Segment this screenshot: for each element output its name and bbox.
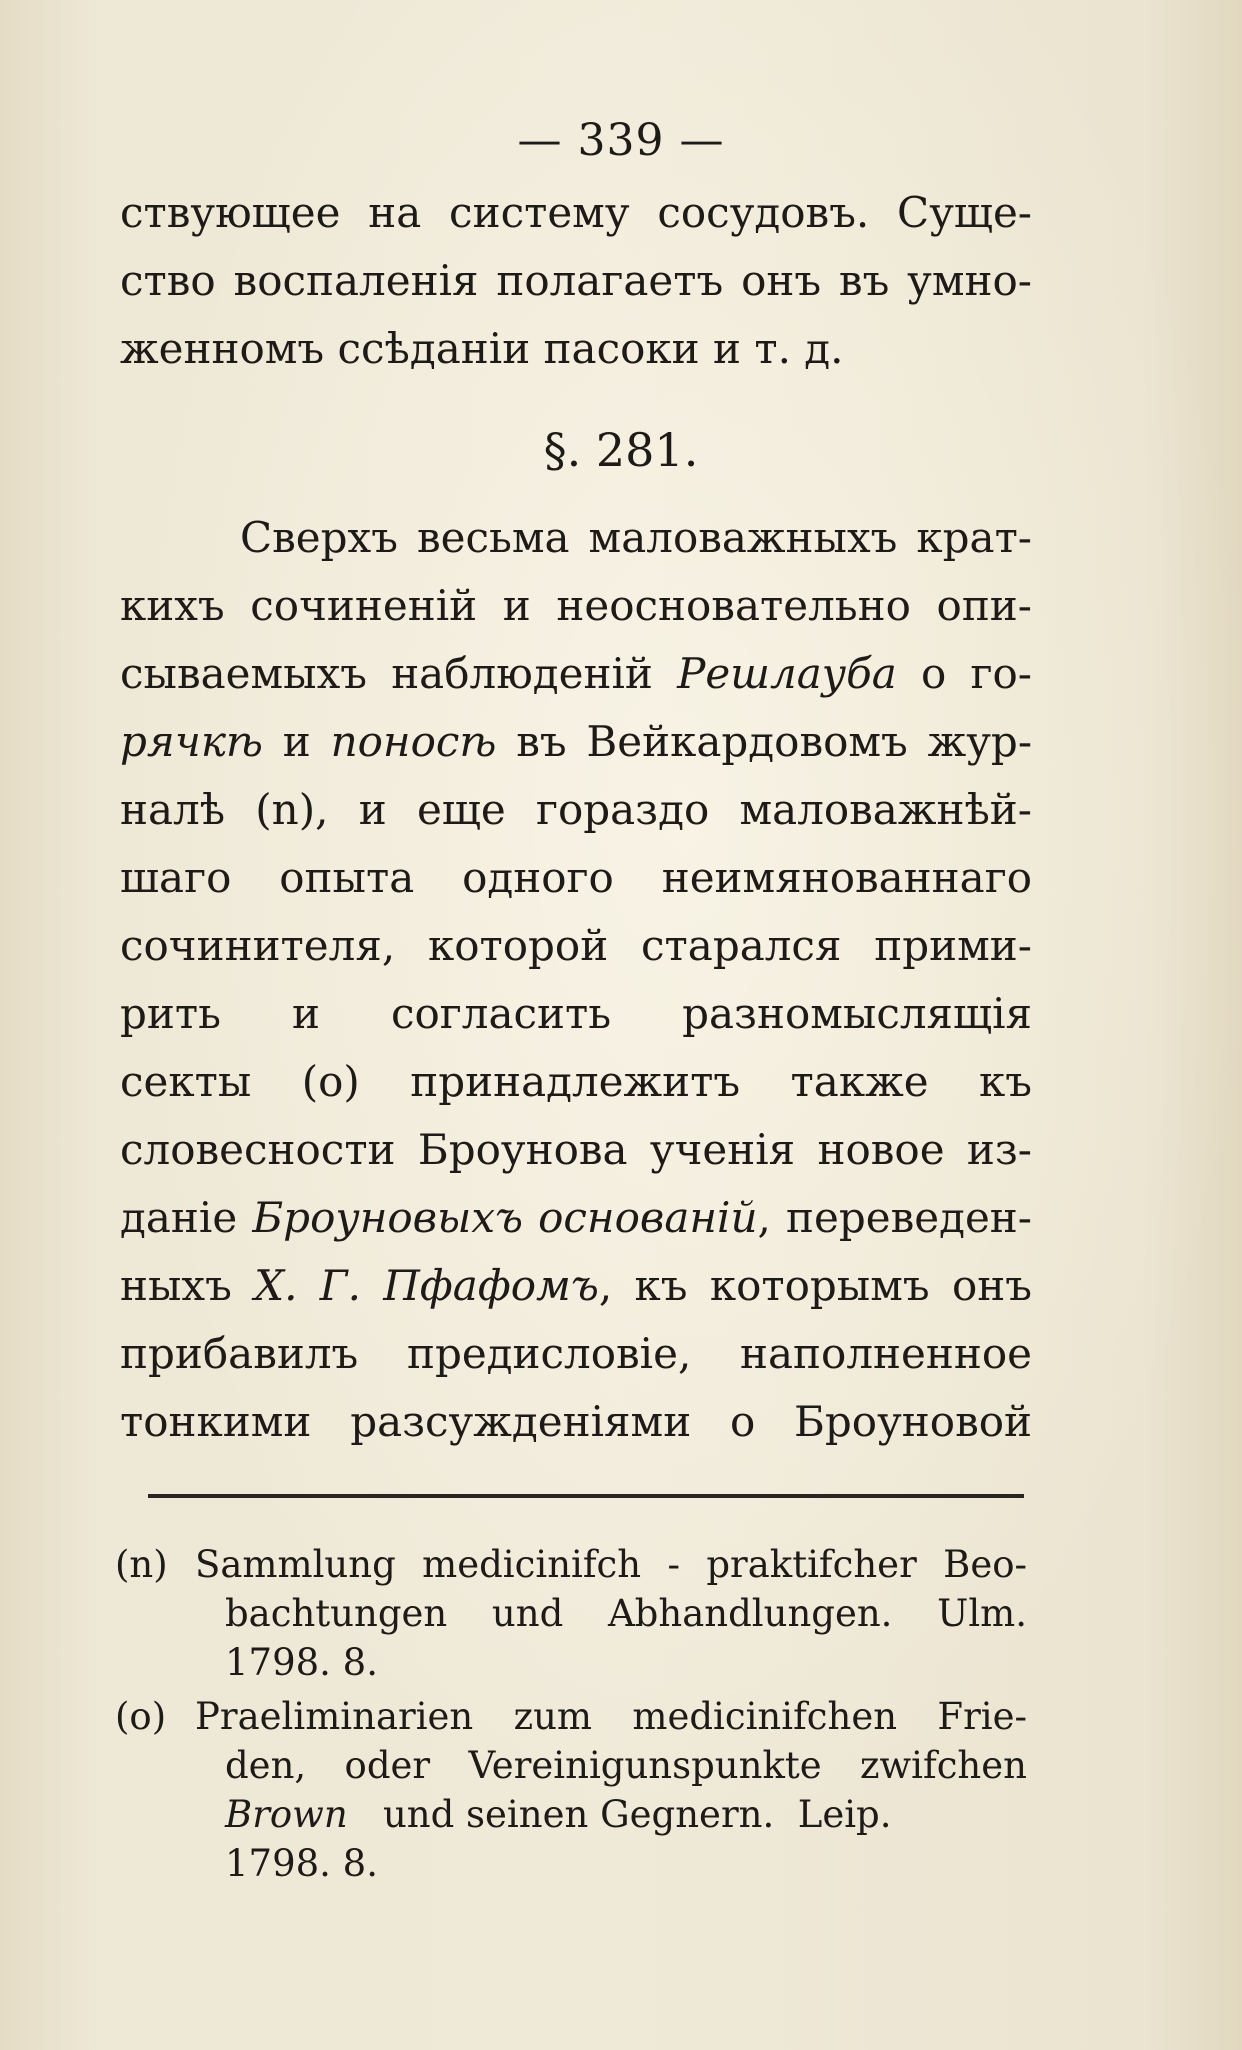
paragraph-text: налѣ (n), и еще гораздо маловажнѣй- — [120, 785, 1032, 834]
italic-term: рячкѣ — [120, 717, 263, 766]
paragraph-line — [120, 986, 1032, 1042]
paragraph-text: кихъ сочиненій и неосновательно опи- — [120, 581, 1032, 630]
footnote-line — [225, 1790, 1027, 1840]
footnote-line: Praeliminarien zum medicinifchen Frie- — [195, 1695, 1027, 1738]
paragraph-line — [120, 1394, 1032, 1450]
italic-term: поносѣ — [330, 717, 497, 766]
paragraph-text: прибавилъ предисловіе, наполненное — [120, 1329, 1032, 1378]
paragraph-text: шаго опыта одного неимянованнаго — [120, 853, 1032, 902]
translator-name-italic: Х. Г. Пфафомъ — [254, 1261, 599, 1310]
paragraph-line — [240, 510, 1032, 566]
paragraph-text: сываемыхъ наблюденій — [120, 649, 678, 698]
paragraph-text: въ Вейкардовомъ жур- — [496, 717, 1033, 766]
paragraph-line — [120, 850, 1032, 906]
footnote-line: bachtungen und Abhandlungen. Ulm. — [225, 1592, 1027, 1635]
paragraph-text: , къ которымъ онъ — [598, 1261, 1032, 1310]
paragraph-line — [120, 1258, 1032, 1314]
paragraph-line — [120, 918, 1032, 974]
text-line: женномъ ссѣданіи пасоки и т. д. — [120, 324, 844, 373]
paragraph-text: , переведен- — [757, 1193, 1032, 1242]
text-line: ствующее на систему сосудовъ. Суще- — [120, 188, 1032, 237]
text-line: ство воспаленія полагаетъ онъ въ умно- — [120, 256, 1032, 305]
footnote-line: 1798. 8. — [225, 1641, 378, 1684]
brown-name-italic: Brown — [225, 1793, 348, 1836]
paragraph-text: сочинителя, которой старался прими- — [120, 921, 1032, 970]
paragraph-line — [120, 578, 1032, 634]
page-number: — 339 — — [517, 115, 725, 166]
footnote-line: 1798. 8. — [225, 1842, 378, 1885]
footnote-marker: (n) — [115, 1543, 168, 1586]
paragraph-line — [120, 646, 1032, 702]
paragraph-text: о го- — [896, 649, 1032, 698]
paragraph-text: секты (o) принадлежитъ также къ — [120, 1057, 1032, 1106]
paragraph-line — [120, 1326, 1032, 1382]
paragraph-text: ныхъ — [120, 1261, 255, 1310]
paragraph-line — [120, 714, 1032, 770]
paragraph-text: тонкими разсужденіями о Броуновой — [120, 1397, 1032, 1446]
section-heading: §. 281. — [543, 423, 699, 477]
paragraph-text: даніе — [120, 1193, 253, 1242]
footnote-marker: (o) — [115, 1695, 167, 1738]
paragraph-text: словесности Броунова ученія новое из- — [120, 1125, 1032, 1174]
paragraph-text: рить и согласить разномыслящія — [120, 989, 1032, 1038]
paragraph-text: Сверхъ весьма маловажныхъ крат- — [240, 513, 1032, 562]
paragraph-line — [120, 1054, 1032, 1110]
book-title-italic: Броуновыхъ основаній — [252, 1193, 758, 1242]
paragraph-line — [120, 1190, 1032, 1246]
footnote-text: und seinen Gegnern. Leip. — [347, 1793, 892, 1836]
paragraph-text: и — [262, 717, 331, 766]
paragraph-line — [120, 782, 1032, 838]
footnote-line: den, oder Vereinigunspunkte zwifchen — [225, 1744, 1027, 1787]
footnote-divider — [148, 1494, 1024, 1498]
author-name-italic: Решлауба — [677, 649, 897, 698]
paragraph-line — [120, 1122, 1032, 1178]
footnote-line: Sammlung medicinifch - praktifcher Beo- — [195, 1543, 1027, 1586]
